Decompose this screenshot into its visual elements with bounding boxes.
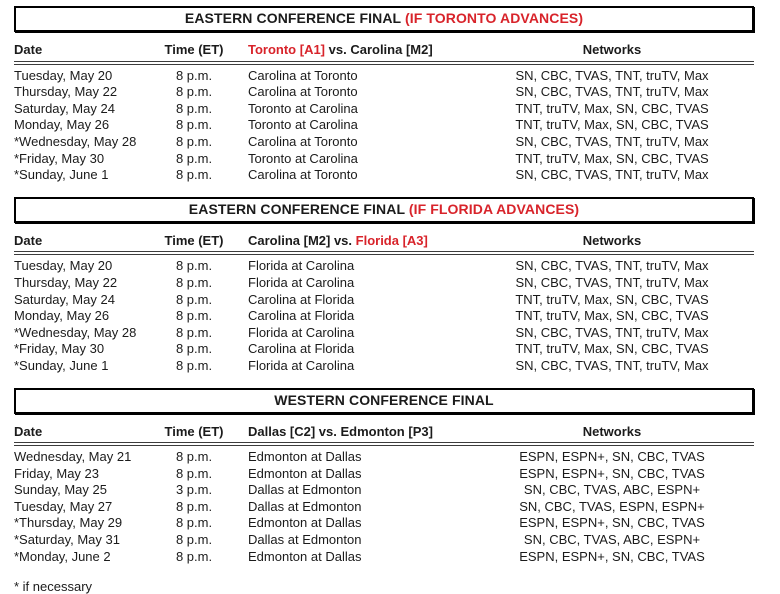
cell-date: *Wednesday, May 28 — [14, 133, 137, 149]
column-header-networks: Networks — [582, 42, 642, 57]
cell-time: 8 p.m. — [175, 341, 213, 357]
plain-text: WESTERN CONFERENCE FINAL — [274, 391, 494, 408]
cell-time: 8 p.m. — [175, 308, 213, 324]
column-header-time: Time (ET) — [164, 42, 224, 57]
cell-networks: TNT, truTV, Max, SN, CBC, TVAS — [515, 117, 709, 133]
red-highlight-text: Florida [A3] — [355, 232, 428, 248]
cell-matchup: Dallas at Edmonton — [248, 482, 362, 498]
cell-networks: ESPN, ESPN+, SN, CBC, TVAS — [519, 515, 705, 531]
cell-networks: SN, CBC, TVAS, TNT, truTV, Max — [515, 67, 709, 83]
cell-matchup: Edmonton at Dallas — [248, 548, 362, 564]
cell-date: Saturday, May 24 — [14, 291, 115, 307]
section-title — [189, 201, 579, 217]
schedule-table — [14, 233, 754, 375]
table-row — [14, 134, 754, 151]
sections-container — [14, 6, 754, 565]
cell-date: Wednesday, May 21 — [14, 449, 132, 465]
cell-time: 8 p.m. — [175, 117, 213, 133]
cell-date: Monday, May 26 — [14, 117, 110, 133]
cell-networks: SN, CBC, TVAS, ESPN, ESPN+ — [519, 498, 705, 514]
cell-date: Tuesday, May 20 — [14, 258, 113, 274]
table-row — [14, 101, 754, 118]
cell-networks: SN, CBC, TVAS, TNT, truTV, Max — [515, 324, 709, 340]
cell-time: 8 p.m. — [175, 498, 213, 514]
cell-matchup: Florida at Carolina — [248, 274, 355, 290]
table-row — [14, 466, 754, 483]
cell-date: Monday, May 26 — [14, 308, 110, 324]
plain-text: Carolina [M2] vs. — [248, 232, 356, 248]
cell-matchup: Carolina at Florida — [248, 341, 355, 357]
cell-matchup: Edmonton at Dallas — [248, 449, 362, 465]
cell-time: 8 p.m. — [175, 449, 213, 465]
cell-time: 8 p.m. — [175, 532, 213, 548]
table-header-row — [14, 424, 754, 447]
red-highlight-text: Toronto [A1] — [248, 42, 326, 57]
table-row — [14, 325, 754, 342]
cell-matchup: Carolina at Toronto — [248, 133, 358, 149]
cell-time: 8 p.m. — [175, 167, 213, 183]
table-row — [14, 68, 754, 85]
cell-matchup: Carolina at Toronto — [248, 84, 358, 100]
section-title-box — [14, 388, 754, 414]
cell-time: 8 p.m. — [175, 150, 213, 166]
plain-text: Dallas [C2] vs. Edmonton [P3] — [248, 423, 433, 439]
cell-networks: SN, CBC, TVAS, TNT, truTV, Max — [515, 258, 709, 274]
red-highlight-text: (IF FLORIDA ADVANCES) — [408, 200, 580, 217]
table-row — [14, 499, 754, 516]
rows-container — [14, 449, 754, 565]
cell-date: Tuesday, May 20 — [14, 67, 113, 83]
column-header-time: Time (ET) — [164, 232, 224, 248]
cell-date: *Monday, June 2 — [14, 548, 111, 564]
footnote: * if necessary — [14, 579, 93, 594]
cell-time: 8 p.m. — [175, 100, 213, 116]
cell-date: *Friday, May 30 — [14, 150, 105, 166]
column-header-networks: Networks — [582, 232, 642, 248]
cell-networks: TNT, truTV, Max, SN, CBC, TVAS — [515, 341, 709, 357]
plain-text: vs. Carolina [M2] — [325, 42, 433, 57]
table-row — [14, 117, 754, 134]
cell-matchup: Edmonton at Dallas — [248, 465, 362, 481]
rows-container — [14, 68, 754, 184]
table-row — [14, 482, 754, 499]
column-header-matchup — [234, 42, 470, 59]
cell-networks: ESPN, ESPN+, SN, CBC, TVAS — [519, 465, 705, 481]
cell-networks: SN, CBC, TVAS, TNT, truTV, Max — [515, 274, 709, 290]
cell-date: Saturday, May 24 — [14, 100, 115, 116]
section-title — [185, 10, 583, 26]
cell-time: 8 p.m. — [175, 515, 213, 531]
cell-matchup: Florida at Carolina — [248, 357, 355, 373]
table-row — [14, 308, 754, 325]
cell-networks: TNT, truTV, Max, SN, CBC, TVAS — [515, 100, 709, 116]
section-title — [274, 392, 493, 408]
cell-networks: SN, CBC, TVAS, ABC, ESPN+ — [523, 532, 701, 548]
table-row — [14, 292, 754, 309]
cell-date: *Thursday, May 29 — [14, 515, 123, 531]
table-row — [14, 84, 754, 101]
cell-time: 8 p.m. — [175, 548, 213, 564]
column-header-time: Time (ET) — [164, 423, 224, 439]
red-highlight-text: (IF TORONTO ADVANCES) — [404, 10, 584, 26]
cell-date: Thursday, May 22 — [14, 84, 118, 100]
cell-date: *Wednesday, May 28 — [14, 324, 137, 340]
table-row — [14, 532, 754, 549]
schedule-table — [14, 424, 754, 566]
table-row — [14, 275, 754, 292]
conference-section — [14, 388, 754, 566]
cell-networks: SN, CBC, TVAS, TNT, truTV, Max — [515, 167, 709, 183]
plain-text: EASTERN CONFERENCE FINAL — [188, 200, 409, 217]
cell-networks: ESPN, ESPN+, SN, CBC, TVAS — [519, 449, 705, 465]
cell-date: *Friday, May 30 — [14, 341, 105, 357]
table-row — [14, 341, 754, 358]
cell-time: 3 p.m. — [175, 482, 213, 498]
conference-section — [14, 6, 754, 184]
cell-time: 8 p.m. — [175, 258, 213, 274]
cell-networks: SN, CBC, TVAS, TNT, truTV, Max — [515, 84, 709, 100]
plain-text: EASTERN CONFERENCE FINAL — [184, 10, 405, 26]
cell-matchup: Carolina at Florida — [248, 291, 355, 307]
cell-networks: ESPN, ESPN+, SN, CBC, TVAS — [519, 548, 705, 564]
cell-time: 8 p.m. — [175, 84, 213, 100]
cell-matchup: Florida at Carolina — [248, 324, 355, 340]
cell-time: 8 p.m. — [175, 291, 213, 307]
cell-networks: TNT, truTV, Max, SN, CBC, TVAS — [515, 308, 709, 324]
cell-matchup: Dallas at Edmonton — [248, 498, 362, 514]
cell-date: *Saturday, May 31 — [14, 532, 120, 548]
cell-time: 8 p.m. — [175, 324, 213, 340]
column-header-matchup — [234, 233, 470, 250]
column-header-networks: Networks — [582, 423, 642, 439]
cell-networks: SN, CBC, TVAS, TNT, truTV, Max — [515, 357, 709, 373]
table-header-row — [14, 42, 754, 65]
column-header-date: Date — [14, 423, 43, 439]
cell-matchup: Dallas at Edmonton — [248, 532, 362, 548]
section-title-box — [14, 197, 754, 223]
cell-matchup: Edmonton at Dallas — [248, 515, 362, 531]
table-row — [14, 167, 754, 184]
table-row — [14, 549, 754, 566]
cell-matchup: Toronto at Carolina — [248, 117, 358, 133]
cell-date: Sunday, May 25 — [14, 482, 107, 498]
cell-networks: SN, CBC, TVAS, ABC, ESPN+ — [523, 482, 701, 498]
cell-matchup: Carolina at Florida — [248, 308, 355, 324]
cell-time: 8 p.m. — [175, 357, 213, 373]
cell-date: Friday, May 23 — [14, 465, 100, 481]
table-row — [14, 258, 754, 275]
cell-matchup: Toronto at Carolina — [248, 150, 358, 166]
cell-time: 8 p.m. — [175, 274, 213, 290]
cell-time: 8 p.m. — [175, 133, 213, 149]
table-header-row — [14, 233, 754, 256]
column-header-date: Date — [14, 232, 43, 248]
cell-time: 8 p.m. — [175, 465, 213, 481]
column-header-matchup — [234, 424, 470, 441]
table-row — [14, 515, 754, 532]
cell-networks: TNT, truTV, Max, SN, CBC, TVAS — [515, 150, 709, 166]
conference-section — [14, 197, 754, 375]
cell-matchup: Toronto at Carolina — [248, 100, 358, 116]
cell-matchup: Carolina at Toronto — [248, 167, 358, 183]
cell-date: *Sunday, June 1 — [14, 357, 109, 373]
table-row — [14, 151, 754, 168]
cell-time: 8 p.m. — [175, 67, 213, 83]
cell-date: Thursday, May 22 — [14, 274, 118, 290]
cell-networks: SN, CBC, TVAS, TNT, truTV, Max — [515, 133, 709, 149]
section-title-box — [14, 6, 754, 32]
cell-matchup: Carolina at Toronto — [248, 67, 358, 83]
column-header-date: Date — [14, 42, 43, 57]
cell-matchup: Florida at Carolina — [248, 258, 355, 274]
schedule-table — [14, 42, 754, 184]
cell-networks: TNT, truTV, Max, SN, CBC, TVAS — [515, 291, 709, 307]
table-row — [14, 358, 754, 375]
rows-container — [14, 258, 754, 374]
table-row — [14, 449, 754, 466]
cell-date: Tuesday, May 27 — [14, 498, 113, 514]
cell-date: *Sunday, June 1 — [14, 167, 109, 183]
